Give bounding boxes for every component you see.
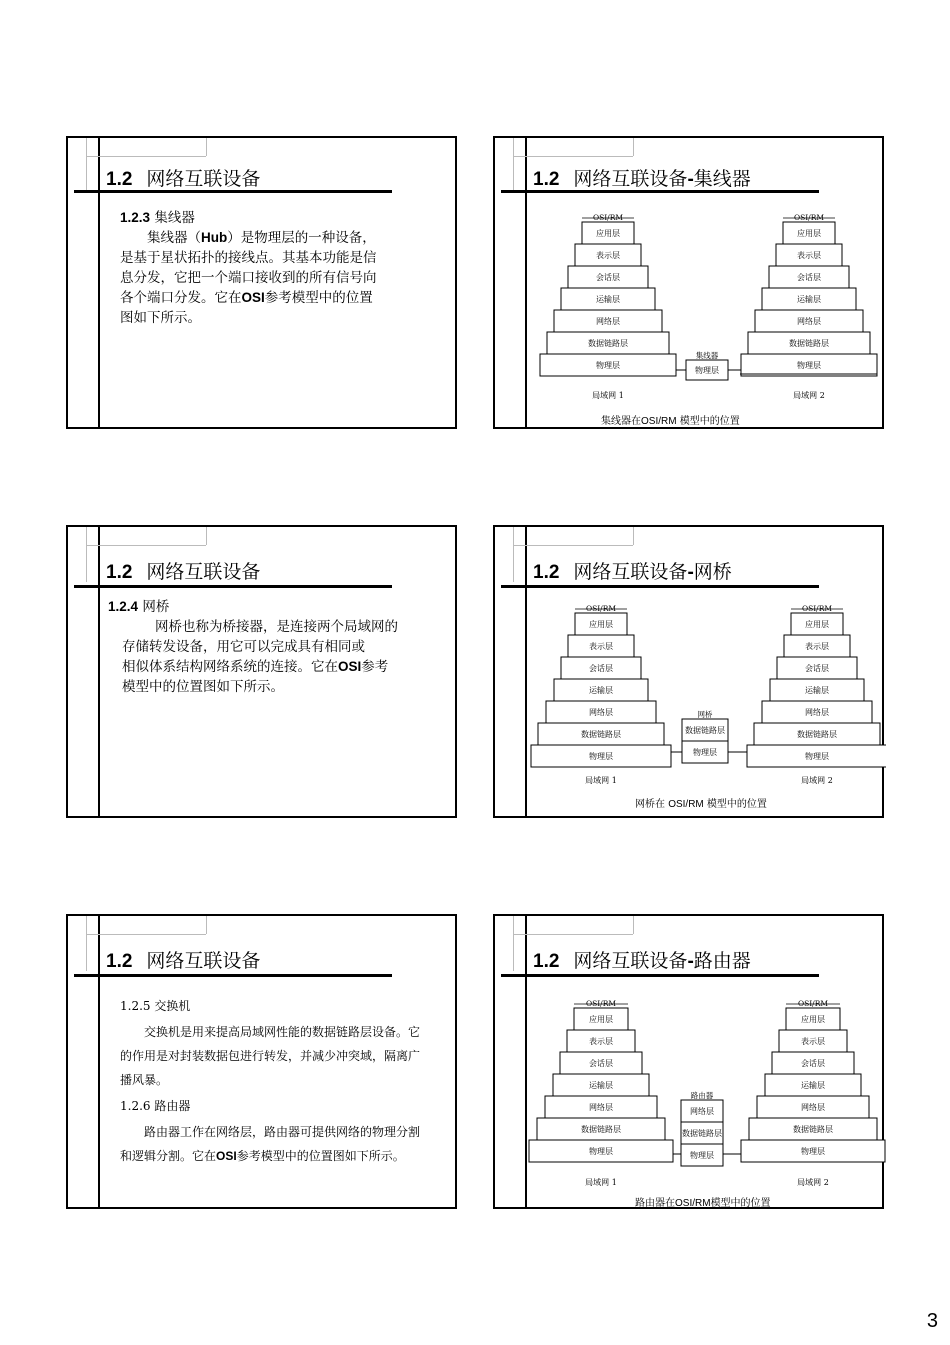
osi-layer-label: 网络层 xyxy=(801,1103,825,1112)
osi-layer-label: 表示层 xyxy=(589,642,613,651)
page-number: 3 xyxy=(926,1310,938,1332)
device-label: 集线器 xyxy=(695,351,719,360)
device-layer-label: 物理层 xyxy=(695,366,719,375)
osi-layer-label: 表示层 xyxy=(596,251,620,260)
slide-router-figure xyxy=(493,914,884,1209)
osi-layer-label: 数据链路层 xyxy=(789,339,829,348)
osi-header: OSI/RM xyxy=(592,213,624,222)
osi-layer-label: 运输层 xyxy=(596,295,620,304)
lan-label: 局域网 1 xyxy=(592,391,624,400)
osi-layer-label: 表示层 xyxy=(805,642,829,651)
osi-layer-label: 物理层 xyxy=(797,361,821,370)
osi-layer-label: 表示层 xyxy=(797,251,821,260)
osi-layer-label: 运输层 xyxy=(801,1081,825,1090)
lan-label: 局域网 2 xyxy=(793,391,825,400)
osi-layer-label: 数据链路层 xyxy=(581,730,621,739)
osi-layer-label: 物理层 xyxy=(589,752,613,761)
osi-hub-diagram xyxy=(495,138,886,431)
osi-layer-label: 物理层 xyxy=(589,1147,613,1156)
device-layer-label: 数据链路层 xyxy=(682,1129,722,1138)
osi-layer-label: 应用层 xyxy=(801,1015,825,1024)
osi-layer-label: 应用层 xyxy=(797,229,821,238)
osi-layer-label: 会话层 xyxy=(596,273,620,282)
osi-layer-label: 数据链路层 xyxy=(793,1125,833,1134)
slide-title: 1.2 网络互联设备-路由器 xyxy=(533,950,751,972)
osi-layer-label: 物理层 xyxy=(801,1147,825,1156)
osi-layer-label: 表示层 xyxy=(801,1037,825,1046)
slide-title: 1.2 网络互联设备 xyxy=(106,950,261,972)
osi-layer-label: 运输层 xyxy=(589,686,613,695)
slide-body: 1.2.5 交换机 交换机是用来提高局域网性能的数据链路层设备。它 的作用是对封装数据包进行转发，并减少冲突域，隔离广 播风暴。 1.2.6 路由器 路由器工作在网络层，路由器可提供网络的物理分割 和逻辑分割。它在OSI参考模型中的位置图如下所示。 xyxy=(120,999,421,1163)
slide-switch-router-text xyxy=(66,914,457,1209)
osi-layer-label: 网络层 xyxy=(797,317,821,326)
osi-layer-label: 会话层 xyxy=(589,1059,613,1068)
osi-layer-label: 数据链路层 xyxy=(588,339,628,348)
figure-caption: 网桥在 OSI/RM 模型中的位置 xyxy=(635,799,767,810)
osi-layer-label: 会话层 xyxy=(589,664,613,673)
osi-layer-label: 应用层 xyxy=(805,620,829,629)
device-layer-label: 网络层 xyxy=(690,1107,714,1116)
osi-layer-label: 物理层 xyxy=(596,361,620,370)
lan-label: 局域网 1 xyxy=(585,1178,617,1187)
slide-body: 1.2.4 网桥 网桥也称为桥接器，是连接两个局域网的 存储转发设备，用它可以完成具有相同或 相似体系结构网络系统的连接。它在OSI参考 模型中的位置图如下所示。 xyxy=(108,599,398,695)
osi-layer-label: 应用层 xyxy=(589,620,613,629)
osi-layer-label: 会话层 xyxy=(801,1059,825,1068)
osi-layer-label: 表示层 xyxy=(589,1037,613,1046)
slide-hub-text xyxy=(66,136,457,429)
osi-layer-label: 网络层 xyxy=(589,708,613,717)
osi-layer-label: 网络层 xyxy=(596,317,620,326)
lan-label: 局域网 2 xyxy=(797,1178,829,1187)
slide-title: 1.2 网络互联设备-集线器 xyxy=(533,168,751,190)
device-layer-label: 数据链路层 xyxy=(685,726,725,735)
osi-layer-label: 应用层 xyxy=(589,1015,613,1024)
osi-header: OSI/RM xyxy=(585,604,617,613)
osi-layer-label: 运输层 xyxy=(805,686,829,695)
slide-hub-figure xyxy=(493,136,884,429)
slide-title: 1.2 网络互联设备-网桥 xyxy=(533,561,732,583)
osi-header: OSI/RM xyxy=(797,999,829,1008)
figure-caption: 集线器在OSI/RM 模型中的位置 xyxy=(601,416,740,427)
slide-body: 1.2.3 集线器 集线器（Hub）是物理层的一种设备， 是基于星状拓扑的接线点。其基本功能是信 息分发，它把一个端口接收到的所有信号向 各个端口分发。它在OSI参考模型中的位置 图如下所示。 xyxy=(120,210,377,326)
osi-header: OSI/RM xyxy=(801,604,833,613)
osi-layer-label: 运输层 xyxy=(589,1081,613,1090)
device-label: 网桥 xyxy=(697,710,713,719)
osi-router-diagram xyxy=(495,916,886,1211)
osi-layer-label: 数据链路层 xyxy=(581,1125,621,1134)
slide-title: 1.2 网络互联设备 xyxy=(106,168,261,190)
device-label: 路由器 xyxy=(690,1091,714,1100)
device-layer-label: 物理层 xyxy=(693,748,717,757)
osi-layer-label: 应用层 xyxy=(596,229,620,238)
slide-left-bar xyxy=(98,138,100,427)
osi-layer-label: 数据链路层 xyxy=(797,730,837,739)
osi-bridge-diagram xyxy=(495,527,886,820)
lan-label: 局域网 2 xyxy=(801,776,833,785)
osi-layer-label: 网络层 xyxy=(589,1103,613,1112)
device-layer-label: 物理层 xyxy=(690,1151,714,1160)
osi-layer-label: 物理层 xyxy=(805,752,829,761)
osi-header: OSI/RM xyxy=(793,213,825,222)
slide-title: 1.2 网络互联设备 xyxy=(106,561,261,583)
osi-layer-label: 会话层 xyxy=(805,664,829,673)
osi-layer-label: 会话层 xyxy=(797,273,821,282)
slide-bridge-figure xyxy=(493,525,884,818)
figure-caption: 路由器在OSI/RM模型中的位置 xyxy=(635,1198,771,1209)
osi-layer-label: 网络层 xyxy=(805,708,829,717)
lan-label: 局域网 1 xyxy=(585,776,617,785)
osi-header: OSI/RM xyxy=(585,999,617,1008)
osi-layer-label: 运输层 xyxy=(797,295,821,304)
slide-bridge-text xyxy=(66,525,457,818)
